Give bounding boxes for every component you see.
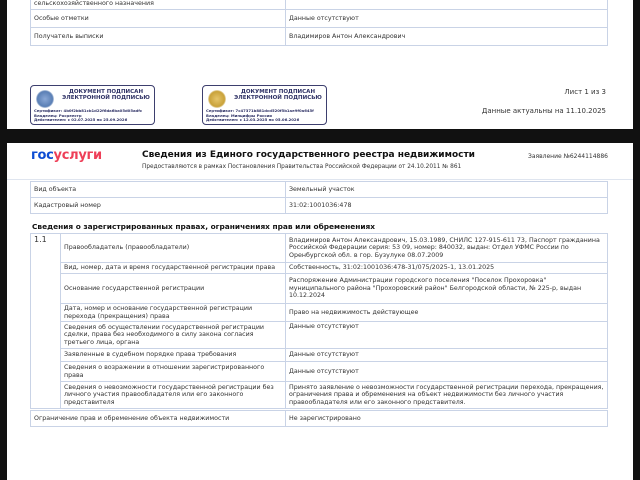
stamp-cert: Сертификат: 4b0f2bb81cb1d22f6da6ba05d05adfc	[34, 108, 143, 113]
table-cell-value: Данные отсутствуют	[286, 349, 608, 362]
table-cell-label: Получатель выписки	[31, 28, 286, 46]
table-cell-label: Вид, номер, дата и время государственной регистрации права	[61, 263, 286, 274]
table-cell-value: Данные отсутствуют	[286, 10, 608, 28]
gosuslugi-logo	[31, 148, 102, 163]
signature-stamp-rosreestr	[30, 85, 155, 125]
logo-part-2: услуги	[53, 148, 102, 163]
stamp-valid: Действителен: с 12.03.2025 по 05.06.2026	[206, 117, 300, 123]
table-cell-label: Сведения об осуществлении государственной регистрации сделки, права без необходимого в силу закона согласия третьего лица, органа	[61, 322, 286, 349]
table-cell-label: сельскохозяйственного назначения	[31, 0, 286, 10]
table-cell-value: Владимиров Антон Александрович	[286, 28, 608, 46]
table-cell-label: Сведения о невозможности государственной регистрации без личного участия правообладателя или его законного представителя	[61, 382, 286, 409]
table-cell-value: 31:02:1001036:478	[286, 198, 608, 214]
table-cell-label: Заявленные в судебном порядке права требования	[61, 349, 286, 362]
header-divider	[7, 179, 633, 180]
object-table	[30, 181, 608, 214]
sheet-number: Лист 1 из 3	[564, 88, 606, 96]
summary-table	[30, 0, 608, 46]
table-cell-label: Основание государственной регистрации	[61, 274, 286, 304]
application-number: Заявление №6244114886	[527, 153, 608, 160]
data-actual-date: Данные актуальны на 11.10.2025	[481, 107, 606, 115]
page-subtitle: Предоставляются в рамках Постановления Правительства Российской Федерации от 24.10.2011 № 861	[142, 164, 462, 170]
table-cell-label: Ограничение прав и обременение объекта недвижимости	[31, 411, 286, 427]
document-page-2	[7, 143, 633, 480]
table-cell-value	[286, 0, 608, 10]
table-cell-value: Распоряжение Администрации городского поселения "Поселок Прохоровка" муниципального района "Прохоровский район" Белгородской области, № 225-р, выдан 10.12.2024	[286, 274, 608, 304]
table-cell-label: Кадастровый номер	[31, 198, 286, 214]
stamp-owner: Владелец: Росреестр	[34, 112, 82, 118]
stamp-valid: Действителен: с 02.07.2025 по 25.09.2026	[34, 117, 128, 123]
emblem-icon	[36, 90, 54, 108]
stamp-title: ДОКУМЕНТ ПОДПИСАН ЭЛЕКТРОННОЙ ПОДПИСЬЮ	[234, 89, 322, 102]
stamp-owner: Владелец: Минцифры России	[206, 112, 272, 118]
table-cell-value: Не зарегистрировано	[286, 411, 608, 427]
table-cell-value: Владимиров Антон Александрович, 15.03.1989, СНИЛС 127-915-611 73, Паспорт гражданина Российской Федерации серия: 53 09, номер: 840032, выдан: Отдел УФМС России по Оренбургской обл. в гор. Бузулуке 08.07.2009	[286, 234, 608, 263]
table-cell-value: Земельный участок	[286, 182, 608, 198]
page-title: Сведения из Единого государственного реестра недвижимости	[142, 150, 475, 160]
table-cell-label: Особые отметки	[31, 10, 286, 28]
table-cell-value: Принято заявление о невозможности государственной регистрации перехода, прекращения, ограничения права и обременения на объект недвижимости без личного участия правообладателя или его законного представителя.	[286, 382, 608, 409]
table-cell-label: Сведения о возражении в отношении зарегистрированного права	[61, 362, 286, 382]
table-cell-value: Право на недвижимость действующее	[286, 304, 608, 322]
encumbrance-table	[30, 410, 608, 427]
logo-part-1: гос	[31, 148, 54, 163]
table-cell-value: Данные отсутствуют	[286, 322, 608, 349]
emblem-icon	[208, 90, 226, 108]
table-cell-label: Правообладатель (правообладатели)	[61, 234, 286, 263]
document-page-1	[7, 0, 633, 129]
rights-number: 1.1	[31, 234, 61, 409]
table-cell-label: Дата, номер и основание государственной регистрации перехода (прекращения) права	[61, 304, 286, 322]
table-cell-label: Вид объекта	[31, 182, 286, 198]
stamp-cert: Сертификат: 7c47371b881dcd520f5b1ae9f0a645f	[206, 108, 314, 113]
stamp-title: ДОКУМЕНТ ПОДПИСАН ЭЛЕКТРОННОЙ ПОДПИСЬЮ	[62, 89, 150, 102]
section-title: Сведения о зарегистрированных правах, ограничениях прав или обременениях	[32, 222, 376, 231]
table-cell-value: Данные отсутствуют	[286, 362, 608, 382]
table-cell-value: Собственность, 31:02:1001036:478-31/075/2025-1, 13.01.2025	[286, 263, 608, 274]
signature-stamp-mincifry	[202, 85, 327, 125]
rights-table	[30, 233, 608, 409]
